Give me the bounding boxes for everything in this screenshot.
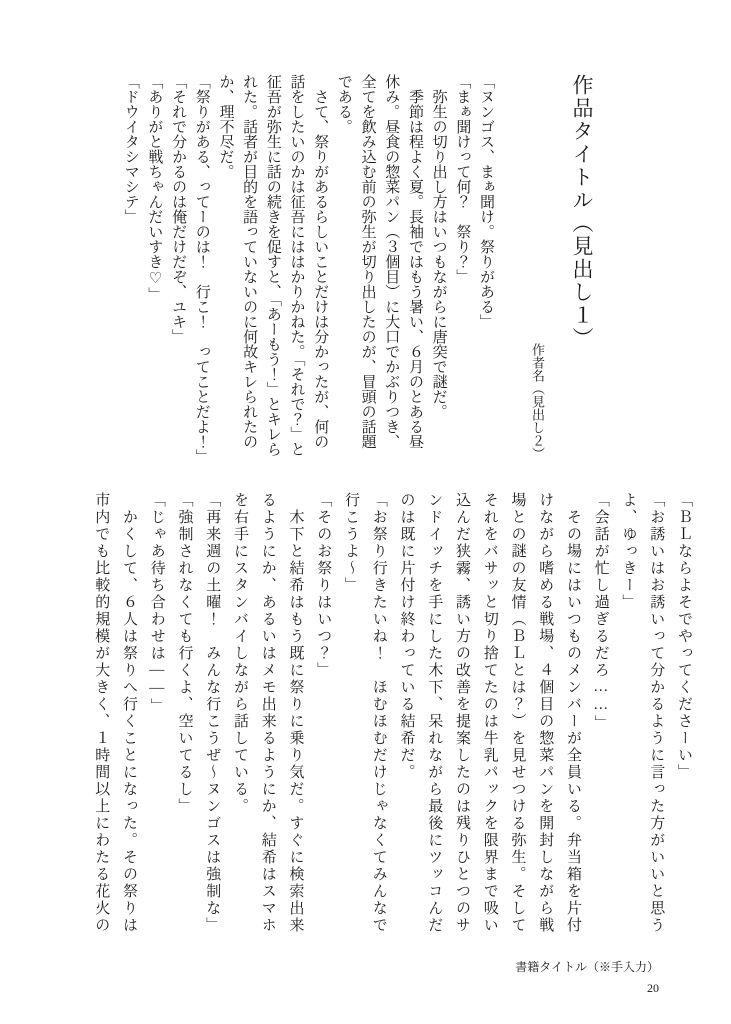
paragraph: 「ＢＬならよそでやってくださーい」 bbox=[676, 492, 692, 781]
paragraph: 「まぁ聞けって何？ 祭り？」 bbox=[454, 74, 471, 284]
paragraph: その場にはいつものメンバーが全員いる。弁当箱を片付けながら嗜める戦場、４個目の惣菜パンを開封しながら戦場との謎の友情（ＢＬとは？）を見せつける弥生。そしてそれをバサッと切り捨てたのは牛乳パックを限界まで吸い込んだ狭霧、誘い方の改善を提案したのは残りひとつのサンドイッチを手にした木下、呆れながら最後にツッコんだのは既に片付け終わっている結希だ。 bbox=[398, 492, 581, 934]
page-footer bbox=[515, 957, 659, 998]
paragraph: 「そのお祭りはいつ？」 bbox=[315, 492, 332, 679]
paragraph: かくして、６人は祭りへ行くことになった。その祭りは市内でも比較的規模が大きく、１時間以上にわたる花火の bbox=[93, 492, 137, 934]
paragraph: 「お誘いはお誘いって分かるように言った方がいいと思うよ、ゆっきー」 bbox=[620, 492, 665, 934]
page-number: 20 bbox=[647, 980, 659, 995]
paragraph: 「再来週の土曜！ みんな行こうぜ〜ヌンゴスは強制な」 bbox=[204, 492, 221, 934]
paragraph: 木下と結希はもう既に祭りに乗り気だ。すぐに検索出来るようにか、あるいはメモ出来るようにか、結希はスマホを右手にスタンバイしながら話している。 bbox=[232, 492, 304, 934]
lower-text-block bbox=[37, 492, 697, 950]
book-title: 書籍タイトル（※手入力） bbox=[515, 960, 659, 975]
paragraph: 「強制されなくても行くよ、空いてるし」 bbox=[176, 492, 193, 815]
paragraph: 「じゃあ待ち合わせは――」 bbox=[148, 492, 165, 715]
paragraph: 「ヌンゴス、まぁ聞け。祭りがある」 bbox=[478, 74, 494, 329]
author-name: 作者名（見出し２） bbox=[530, 343, 545, 460]
paragraph: 「それで分かるのは俺だけだぞ、ユキ」 bbox=[170, 74, 187, 344]
paragraph: 「会話が忙し過ぎるだろ……」 bbox=[592, 492, 609, 732]
upper-text-block bbox=[97, 74, 497, 462]
paragraph: 「お祭り行きたいね！ ほむほむだけじゃなくてみんなで行こうよ〜」 bbox=[343, 492, 387, 934]
paragraph: 「ドウイタシマシテ」 bbox=[122, 74, 139, 224]
paragraph: さて、祭りがあるらしいことだけは分かったが、何の話をしたいのかは征吾にははかりかねた。「それで？」と征吾が弥生に話の続きを促すと、「あーもう！」とキレられた。話者が目的を語っていないのに何故キレられたのか、理不尽だ。 bbox=[217, 74, 329, 457]
paragraph: 「ありがと戦ちゃんだいすき♡」 bbox=[146, 74, 163, 302]
paragraph: 季節は程よく夏。長袖ではもう暑い、６月のとある昼休み。昼食の惣菜パン（３個目）に大口でかぶりつき、全てを飲み込む前の弥生が切り出したのが、冒頭の話題である。 bbox=[335, 74, 423, 449]
paragraph: 「祭りがある、ってーのは！ 行こ！ ってことだよ！」 bbox=[193, 74, 210, 464]
paragraph: 弥生の切り出し方はいつもながらに唐突で謎だ。 bbox=[430, 74, 447, 419]
work-title: 作品タイトル（見出し１） bbox=[570, 74, 594, 350]
